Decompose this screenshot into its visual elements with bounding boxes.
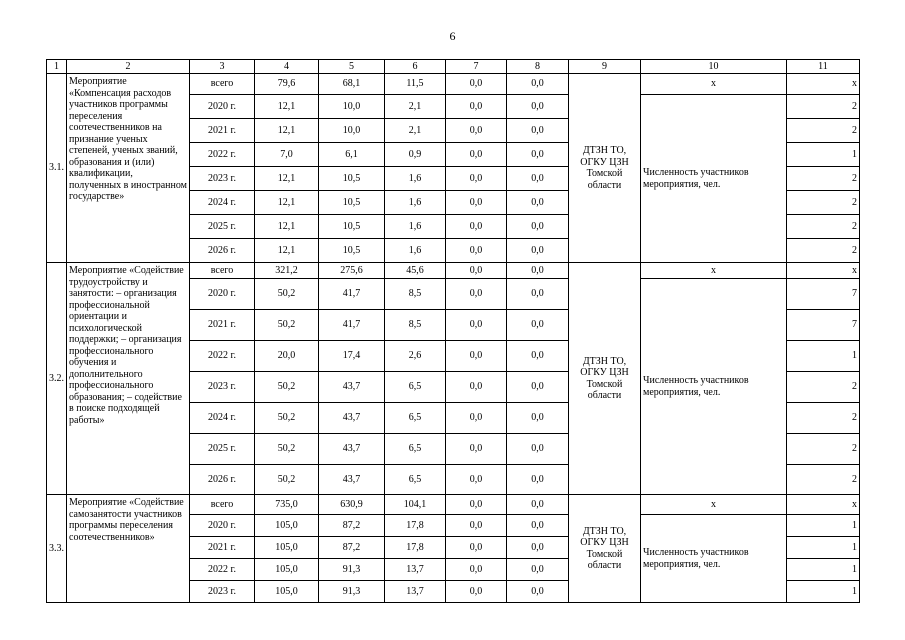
value-cell: 275,6 <box>319 263 385 279</box>
value-cell: 87,2 <box>319 537 385 559</box>
value-cell: 13,7 <box>385 581 446 603</box>
item-number: 3.1. <box>47 74 67 263</box>
year-cell: 2024 г. <box>190 191 255 215</box>
value-cell: 105,0 <box>255 581 319 603</box>
value-cell: 8,5 <box>385 279 446 310</box>
value-cell: 45,6 <box>385 263 446 279</box>
value-cell: 0,0 <box>446 215 507 239</box>
measure-name: Мероприятие «Содействие самозанятости участников программы переселения соотечественников» <box>67 495 190 603</box>
indicator-value-cell: 2 <box>787 191 860 215</box>
indicator-value-cell: х <box>787 74 860 95</box>
value-cell: 0,0 <box>446 263 507 279</box>
value-cell: 0,0 <box>507 263 569 279</box>
value-cell: 68,1 <box>319 74 385 95</box>
value-cell: 6,5 <box>385 372 446 403</box>
value-cell: 0,0 <box>446 119 507 143</box>
indicator-value-cell: 1 <box>787 537 860 559</box>
value-cell: 50,2 <box>255 310 319 341</box>
value-cell: 105,0 <box>255 515 319 537</box>
year-cell: 2023 г. <box>190 167 255 191</box>
value-cell: 0,0 <box>507 239 569 263</box>
value-cell: 50,2 <box>255 372 319 403</box>
column-number-3: 3 <box>190 60 255 74</box>
value-cell: 10,0 <box>319 95 385 119</box>
value-cell: 13,7 <box>385 559 446 581</box>
value-cell: 41,7 <box>319 279 385 310</box>
year-cell: всего <box>190 495 255 515</box>
value-cell: 43,7 <box>319 434 385 465</box>
value-cell: 10,5 <box>319 167 385 191</box>
value-cell: 0,0 <box>507 495 569 515</box>
value-cell: 50,2 <box>255 279 319 310</box>
indicator-value-cell: 1 <box>787 559 860 581</box>
value-cell: 12,1 <box>255 95 319 119</box>
value-cell: 10,5 <box>319 239 385 263</box>
value-cell: 10,5 <box>319 191 385 215</box>
table-row <box>47 495 860 515</box>
year-cell: 2021 г. <box>190 310 255 341</box>
value-cell: 0,0 <box>507 167 569 191</box>
table-row <box>47 263 860 279</box>
year-cell: всего <box>190 74 255 95</box>
value-cell: 2,1 <box>385 119 446 143</box>
value-cell: 91,3 <box>319 559 385 581</box>
value-cell: 0,0 <box>446 310 507 341</box>
indicator-value-cell: 7 <box>787 310 860 341</box>
indicator-value-cell: х <box>787 495 860 515</box>
year-cell: 2023 г. <box>190 581 255 603</box>
value-cell: 0,0 <box>507 559 569 581</box>
value-cell: 0,0 <box>446 95 507 119</box>
year-cell: 2021 г. <box>190 119 255 143</box>
value-cell: 0,0 <box>446 279 507 310</box>
year-cell: 2021 г. <box>190 537 255 559</box>
indicator-value-cell: 2 <box>787 403 860 434</box>
value-cell: 321,2 <box>255 263 319 279</box>
value-cell: 50,2 <box>255 403 319 434</box>
year-cell: 2025 г. <box>190 434 255 465</box>
indicator-value-cell: 2 <box>787 215 860 239</box>
indicator-total-cell: х <box>641 263 787 279</box>
value-cell: 43,7 <box>319 403 385 434</box>
value-cell: 0,0 <box>446 515 507 537</box>
value-cell: 17,8 <box>385 537 446 559</box>
value-cell: 0,0 <box>507 74 569 95</box>
value-cell: 0,0 <box>507 537 569 559</box>
value-cell: 20,0 <box>255 341 319 372</box>
value-cell: 7,0 <box>255 143 319 167</box>
year-cell: всего <box>190 263 255 279</box>
indicator-name-cell: Численность участников мероприятия, чел. <box>641 515 787 603</box>
executor-cell: ДТЗН ТО, ОГКУ ЦЗН Томской области <box>569 495 641 603</box>
value-cell: 1,6 <box>385 167 446 191</box>
value-cell: 104,1 <box>385 495 446 515</box>
value-cell: 0,0 <box>446 537 507 559</box>
indicator-value-cell: 2 <box>787 95 860 119</box>
year-cell: 2026 г. <box>190 239 255 263</box>
indicator-value-cell: 2 <box>787 465 860 495</box>
indicator-name-cell: Численность участников мероприятия, чел. <box>641 95 787 263</box>
indicator-name-cell: Численность участников мероприятия, чел. <box>641 279 787 495</box>
value-cell: 12,1 <box>255 215 319 239</box>
indicator-value-cell: 2 <box>787 167 860 191</box>
indicator-value-cell: 2 <box>787 239 860 263</box>
value-cell: 43,7 <box>319 372 385 403</box>
value-cell: 50,2 <box>255 434 319 465</box>
column-number-2: 2 <box>67 60 190 74</box>
value-cell: 0,0 <box>446 167 507 191</box>
column-number-1: 1 <box>47 60 67 74</box>
item-number: 3.3. <box>47 495 67 603</box>
year-cell: 2026 г. <box>190 465 255 495</box>
value-cell: 1,6 <box>385 239 446 263</box>
value-cell: 11,5 <box>385 74 446 95</box>
column-number-10: 10 <box>641 60 787 74</box>
value-cell: 17,4 <box>319 341 385 372</box>
value-cell: 6,5 <box>385 403 446 434</box>
executor-cell: ДТЗН ТО, ОГКУ ЦЗН Томской области <box>569 74 641 263</box>
value-cell: 1,6 <box>385 191 446 215</box>
value-cell: 10,5 <box>319 215 385 239</box>
value-cell: 105,0 <box>255 559 319 581</box>
year-cell: 2022 г. <box>190 341 255 372</box>
value-cell: 0,0 <box>446 434 507 465</box>
indicator-total-cell: х <box>641 495 787 515</box>
table-row <box>47 74 860 95</box>
value-cell: 0,0 <box>446 143 507 167</box>
value-cell: 0,0 <box>507 581 569 603</box>
value-cell: 0,0 <box>446 581 507 603</box>
value-cell: 6,5 <box>385 465 446 495</box>
value-cell: 0,0 <box>446 559 507 581</box>
value-cell: 10,0 <box>319 119 385 143</box>
value-cell: 0,0 <box>507 191 569 215</box>
indicator-value-cell: х <box>787 263 860 279</box>
value-cell: 12,1 <box>255 167 319 191</box>
indicator-value-cell: 7 <box>787 279 860 310</box>
value-cell: 0,0 <box>507 403 569 434</box>
value-cell: 0,0 <box>446 74 507 95</box>
year-cell: 2022 г. <box>190 143 255 167</box>
value-cell: 91,3 <box>319 581 385 603</box>
value-cell: 2,1 <box>385 95 446 119</box>
value-cell: 0,0 <box>507 279 569 310</box>
column-number-6: 6 <box>385 60 446 74</box>
value-cell: 0,0 <box>507 119 569 143</box>
value-cell: 0,0 <box>446 191 507 215</box>
year-cell: 2020 г. <box>190 279 255 310</box>
value-cell: 0,0 <box>507 515 569 537</box>
indicator-total-cell: х <box>641 74 787 95</box>
column-number-7: 7 <box>446 60 507 74</box>
value-cell: 12,1 <box>255 119 319 143</box>
measure-name: Мероприятие «Содействие трудоустройству и занятости: – организация профессиональной ориентации и психологической поддержки; – организация профессионального обучения и дополнительного профессионального образования; – содействие в поиске подходящей работы» <box>67 263 190 495</box>
value-cell: 0,0 <box>507 341 569 372</box>
header-row <box>47 60 860 74</box>
year-cell: 2025 г. <box>190 215 255 239</box>
value-cell: 0,0 <box>446 403 507 434</box>
value-cell: 6,1 <box>319 143 385 167</box>
indicator-value-cell: 1 <box>787 341 860 372</box>
value-cell: 79,6 <box>255 74 319 95</box>
value-cell: 43,7 <box>319 465 385 495</box>
value-cell: 0,0 <box>507 143 569 167</box>
value-cell: 0,0 <box>446 341 507 372</box>
item-number: 3.2. <box>47 263 67 495</box>
value-cell: 0,0 <box>507 465 569 495</box>
column-number-9: 9 <box>569 60 641 74</box>
value-cell: 0,0 <box>507 434 569 465</box>
column-number-4: 4 <box>255 60 319 74</box>
indicator-value-cell: 1 <box>787 581 860 603</box>
value-cell: 0,0 <box>446 465 507 495</box>
measure-name: Мероприятие «Компенсация расходов участников программы переселения соотечественников на признание ученых степеней, ученых званий, образования и (или) квалификации, полученных в иностранном государстве» <box>67 74 190 263</box>
indicator-value-cell: 1 <box>787 515 860 537</box>
value-cell: 0,0 <box>507 95 569 119</box>
indicator-value-cell: 1 <box>787 143 860 167</box>
program-table <box>46 59 860 603</box>
value-cell: 630,9 <box>319 495 385 515</box>
value-cell: 1,6 <box>385 215 446 239</box>
value-cell: 0,0 <box>507 310 569 341</box>
value-cell: 12,1 <box>255 191 319 215</box>
value-cell: 0,0 <box>446 372 507 403</box>
year-cell: 2023 г. <box>190 372 255 403</box>
value-cell: 12,1 <box>255 239 319 263</box>
year-cell: 2020 г. <box>190 515 255 537</box>
value-cell: 2,6 <box>385 341 446 372</box>
executor-cell: ДТЗН ТО, ОГКУ ЦЗН Томской области <box>569 263 641 495</box>
value-cell: 735,0 <box>255 495 319 515</box>
value-cell: 0,0 <box>507 372 569 403</box>
indicator-value-cell: 2 <box>787 119 860 143</box>
value-cell: 87,2 <box>319 515 385 537</box>
year-cell: 2024 г. <box>190 403 255 434</box>
indicator-value-cell: 2 <box>787 372 860 403</box>
value-cell: 41,7 <box>319 310 385 341</box>
page-number: 6 <box>449 29 456 43</box>
column-number-11: 11 <box>787 60 860 74</box>
value-cell: 8,5 <box>385 310 446 341</box>
value-cell: 0,0 <box>446 239 507 263</box>
value-cell: 0,9 <box>385 143 446 167</box>
value-cell: 6,5 <box>385 434 446 465</box>
year-cell: 2020 г. <box>190 95 255 119</box>
column-number-8: 8 <box>507 60 569 74</box>
value-cell: 0,0 <box>446 495 507 515</box>
value-cell: 50,2 <box>255 465 319 495</box>
indicator-value-cell: 2 <box>787 434 860 465</box>
value-cell: 17,8 <box>385 515 446 537</box>
column-number-5: 5 <box>319 60 385 74</box>
value-cell: 105,0 <box>255 537 319 559</box>
value-cell: 0,0 <box>507 215 569 239</box>
year-cell: 2022 г. <box>190 559 255 581</box>
